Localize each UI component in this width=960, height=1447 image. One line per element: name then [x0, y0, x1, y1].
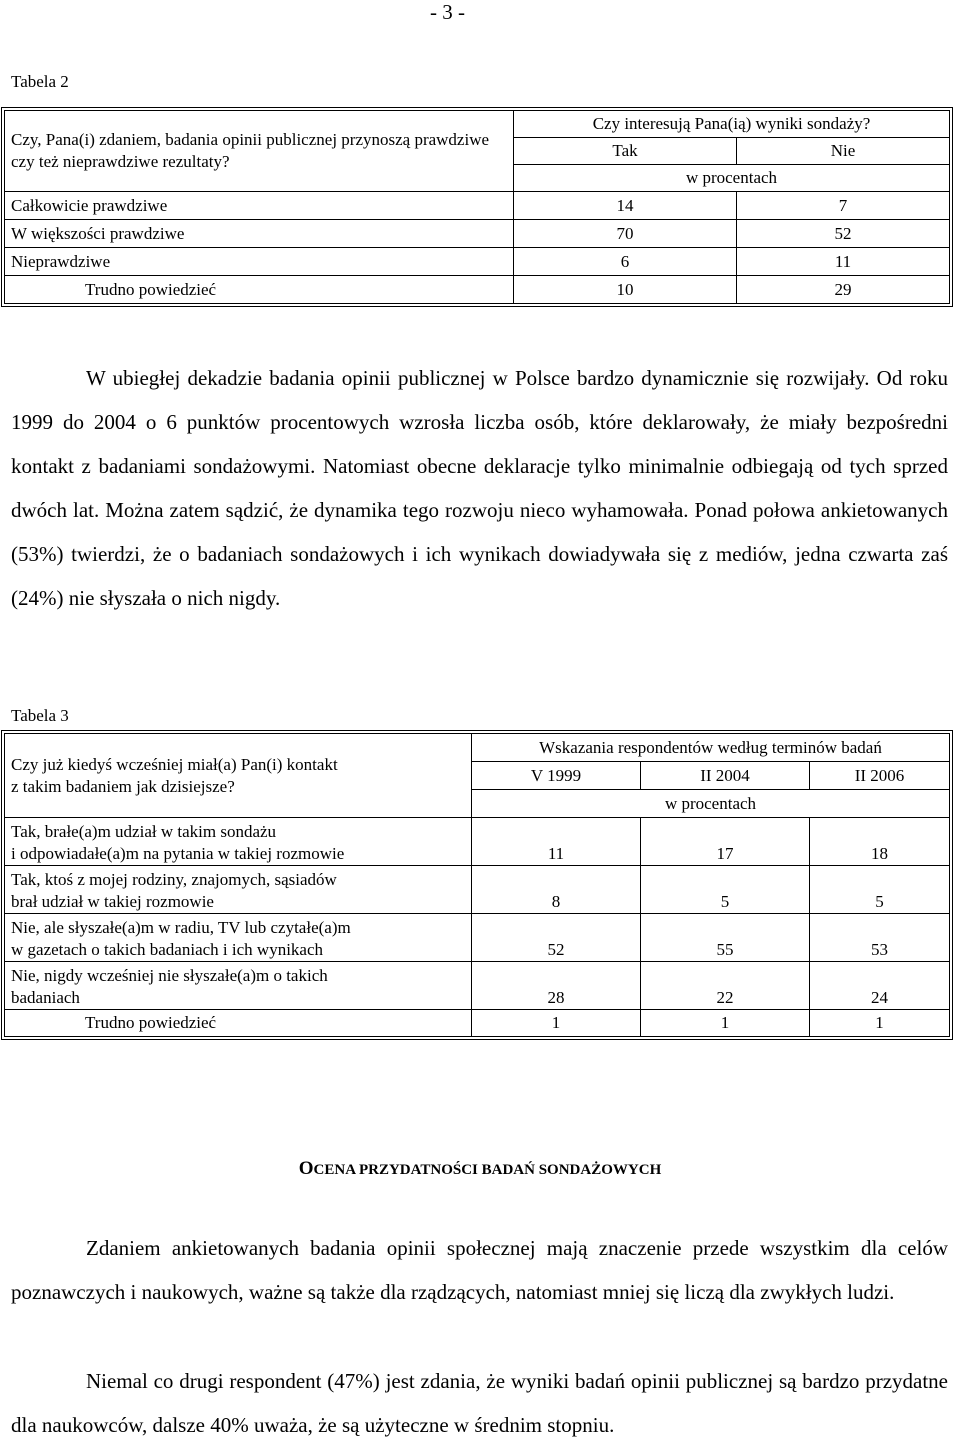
table2-question: Czy, Pana(i) zdaniem, badania opinii publicznej przynoszą prawdziwe czy też nieprawdziwe rezultaty? [5, 111, 514, 192]
row-label [5, 818, 472, 866]
row-label [5, 914, 472, 962]
table2 [4, 110, 950, 304]
table3-group-header: Wskazania respondentów według terminów badań [472, 734, 950, 762]
heading-part-2: PRZYDATNOŚCI [358, 1162, 482, 1178]
cell-2006: 18 [810, 818, 950, 866]
table3-col-2004: II 2004 [641, 762, 810, 790]
cell-2004: 55 [641, 914, 810, 962]
table2-caption: Tabela 2 [11, 72, 69, 91]
table2-group-header: Czy interesują Pana(ią) wyniki sondaży? [514, 111, 950, 138]
table3 [4, 733, 950, 1037]
cell-1999: 28 [472, 962, 641, 1010]
cell-2006: 5 [810, 866, 950, 914]
row-label-line1: Nie, nigdy wcześniej nie słyszałe(a)m o takich [11, 966, 328, 985]
row-label: W większości prawdziwe [5, 220, 514, 248]
row-label-line2: w gazetach o takich badaniach i ich wynikach [11, 940, 324, 959]
paragraph-3: Niemal co drugi respondent (47%) jest zdania, że wyniki badań opinii publicznej są bardzo przydatne dla naukowców, dalsze 40% uważa, że są użyteczne w średnim stopniu. [11, 1369, 948, 1437]
paragraph-2: Zdaniem ankietowanych badania opinii społecznej mają znaczenie przede wszystkim dla celów poznawczych i naukowych, ważne są także dla rządzących, natomiast mniej się liczą dla zwykłych ludzi. [11, 1236, 948, 1304]
table-row [5, 1010, 950, 1037]
table3-question-line1: Czy już kiedyś wcześniej miał(a) Pan(i) kontakt [11, 754, 338, 774]
table-row [5, 220, 950, 248]
row-label-line2: badaniach [11, 988, 80, 1007]
table3-question-line2: z takim badaniem jak dzisiejsze? [11, 776, 235, 796]
table2-col-tak: Tak [514, 138, 737, 165]
cell-tak: 70 [514, 220, 737, 248]
table-row [5, 276, 950, 304]
table3-col-2006: II 2006 [810, 762, 950, 790]
cell-tak: 10 [514, 276, 737, 304]
cell-nie: 11 [737, 248, 950, 276]
table-row [5, 248, 950, 276]
table3-question [5, 734, 472, 818]
table-row [5, 866, 950, 914]
cell-2004: 1 [641, 1010, 810, 1037]
row-label: Całkowicie prawdziwe [5, 192, 514, 220]
row-label [5, 866, 472, 914]
row-label-line2: brał udział w takiej rozmowie [11, 892, 214, 911]
table3-caption: Tabela 3 [11, 706, 69, 725]
page-number: - 3 - [430, 0, 465, 24]
table-row [5, 962, 950, 1010]
cell-2006: 1 [810, 1010, 950, 1037]
table-row [5, 818, 950, 866]
cell-nie: 29 [737, 276, 950, 304]
cell-2006: 24 [810, 962, 950, 1010]
cell-nie: 52 [737, 220, 950, 248]
row-label-line1: Nie, ale słyszałe(a)m w radiu, TV lub czytałe(a)m [11, 918, 351, 937]
heading-part-3: BADAŃ [481, 1162, 539, 1178]
table3-unit: w procentach [472, 790, 950, 818]
table2-unit: w procentach [514, 165, 950, 192]
row-label [5, 962, 472, 1010]
table3-col-1999: V 1999 [472, 762, 641, 790]
paragraph-1: W ubiegłej dekadzie badania opinii publicznej w Polsce bardzo dynamicznie się rozwijały. Od roku 1999 do 2004 o 6 punktów procentowych wzrosła liczba osób, które deklarowały, że miały bezpośredni kontakt z badaniami sondażowymi. Natomiast obecne deklaracje tylko minimalnie odbiegają od tych sprzed dwóch lat. Można zatem sądzić, że dynamika tego rozwoju nieco wyhamowała. Ponad połowa ankietowanych (53%) twierdzi, że o badaniach sondażowych i ich wynikach dowiadywała się z mediów, jedna czwarta zaś (24%) nie słyszała o nich nigdy. [11, 366, 948, 610]
cell-1999: 52 [472, 914, 641, 962]
row-label: Nieprawdziwe [5, 248, 514, 276]
cell-tak: 6 [514, 248, 737, 276]
row-label-line2: i odpowiadałe(a)m na pytania w takiej rozmowie [11, 844, 345, 863]
cell-2004: 5 [641, 866, 810, 914]
cell-1999: 11 [472, 818, 641, 866]
heading-part-4: SONDAŻOWYCH [538, 1162, 662, 1178]
section-heading [0, 1158, 960, 1180]
cell-2004: 17 [641, 818, 810, 866]
cell-1999: 8 [472, 866, 641, 914]
cell-tak: 14 [514, 192, 737, 220]
cell-nie: 7 [737, 192, 950, 220]
heading-initial: O [298, 1158, 314, 1179]
cell-2006: 53 [810, 914, 950, 962]
heading-part-1: CENA [313, 1162, 359, 1178]
table-row [5, 192, 950, 220]
row-label-line1: Tak, ktoś z mojej rodziny, znajomych, sąsiadów [11, 870, 337, 889]
row-label-line1: Tak, brałe(a)m udział w takim sondażu [11, 822, 277, 841]
row-label: Trudno powiedzieć [5, 276, 514, 304]
cell-1999: 1 [472, 1010, 641, 1037]
cell-2004: 22 [641, 962, 810, 1010]
table2-col-nie: Nie [737, 138, 950, 165]
table-row [5, 914, 950, 962]
row-label: Trudno powiedzieć [5, 1010, 472, 1037]
